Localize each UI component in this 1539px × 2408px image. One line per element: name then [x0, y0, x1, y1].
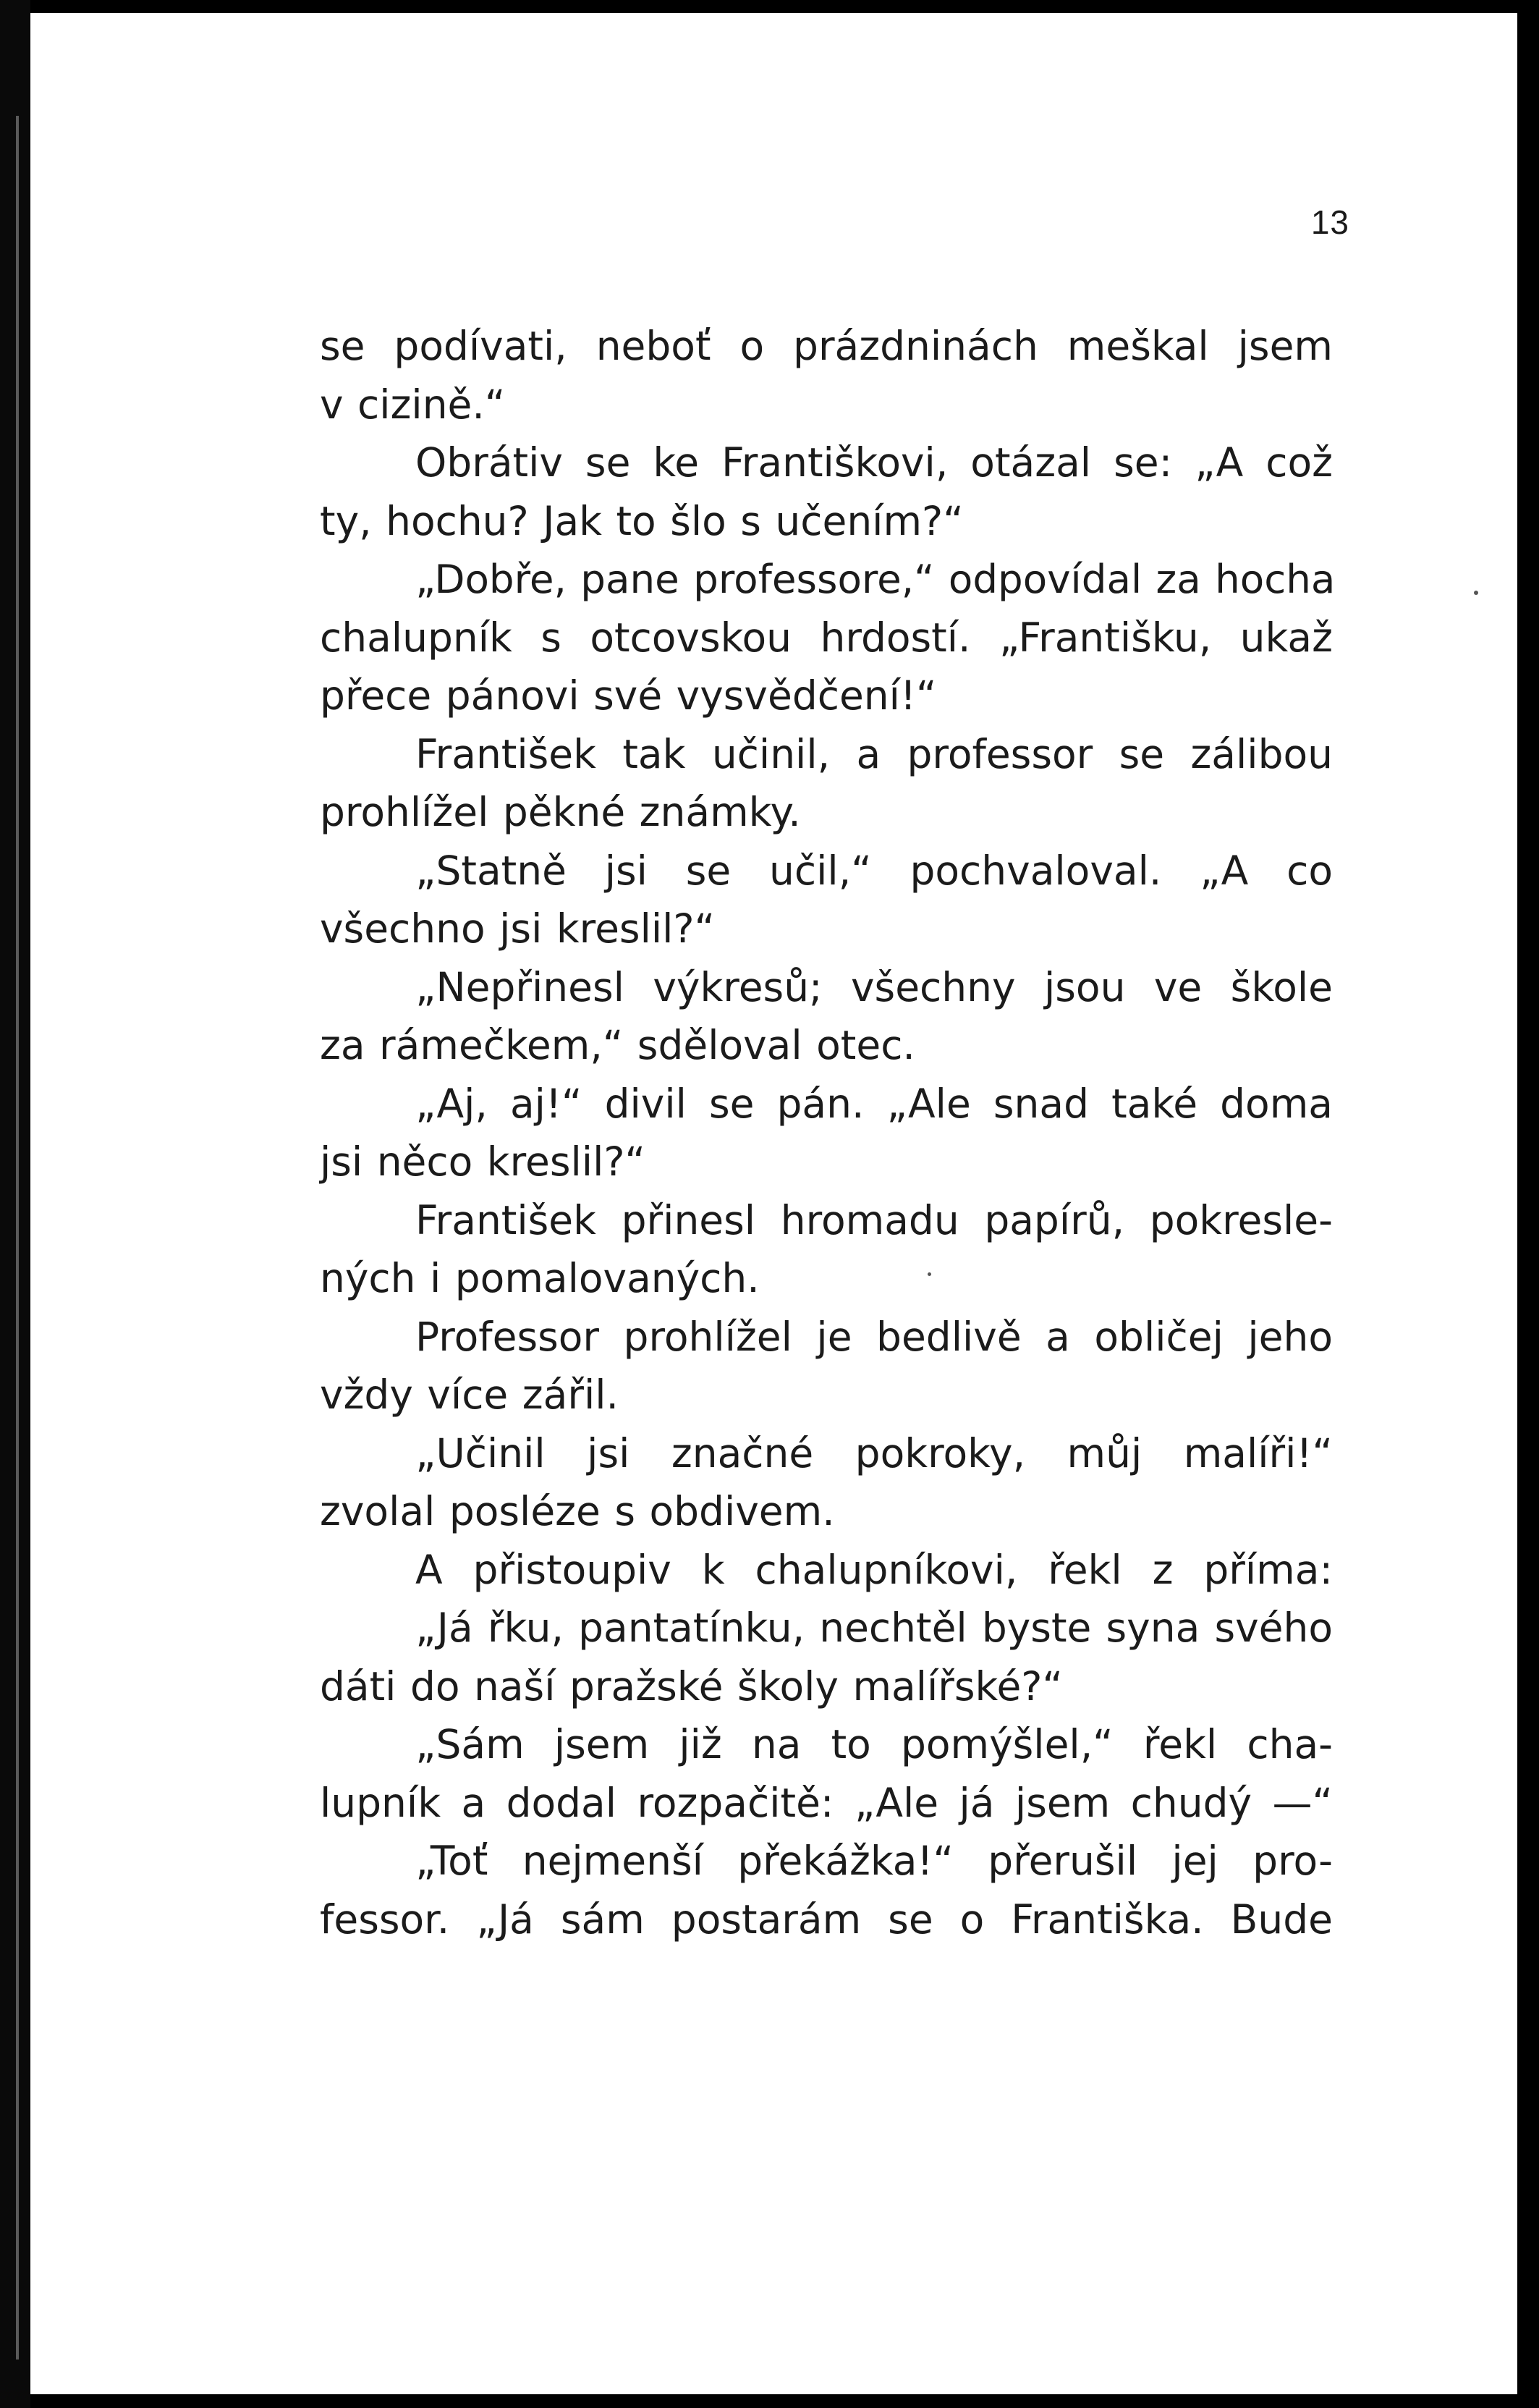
text-line: jsi něco kreslil?“: [320, 1138, 646, 1185]
page-number: 13: [1310, 203, 1349, 241]
text-line: „Já řku, pantatínku, nechtěl byste syna svého: [415, 1605, 1333, 1651]
text-line: František tak učinil, a professor se zálibou: [415, 730, 1333, 777]
text-line: fessor. „Já sám postarám se o Františka. Bude: [320, 1896, 1333, 1943]
text-line: „Aj, aj!“ divil se pán. „Ale snad také doma: [415, 1080, 1333, 1127]
text-line: František přinesl hromadu papírů, pokresle-: [415, 1196, 1333, 1243]
page-left-edge: [0, 0, 30, 2408]
paper-speck: [928, 1272, 931, 1276]
body-text: [320, 317, 1336, 1948]
text-line: ných i pomalovaných.: [320, 1255, 760, 1301]
text-line: přece pánovi své vysvědčení!“: [320, 672, 937, 719]
paper-speck: [1474, 591, 1478, 595]
text-line: za rámečkem,“ sděloval otec.: [320, 1022, 915, 1068]
text-line: A přistoupiv k chalupníkovi, řekl z příma:: [415, 1546, 1333, 1593]
text-line: lupník a dodal rozpačitě: „Ale já jsem chudý —“: [320, 1779, 1333, 1826]
text-line: vždy více zářil.: [320, 1372, 619, 1418]
text-line: „Učinil jsi značné pokroky, můj malíři!“: [415, 1429, 1333, 1477]
book-page: [30, 13, 1517, 2394]
text-line: zvolal posléze s obdivem.: [320, 1488, 835, 1534]
text-line: „Toť nejmenší překážka!“ přerušil jej pro-: [415, 1838, 1333, 1884]
text-line: „Statně jsi se učil,“ pochvaloval. „A co: [415, 847, 1333, 894]
text-line: „Dobře, pane professore,“ odpovídal za hocha: [415, 556, 1336, 602]
text-line: dáti do naší pražské školy malířské?“: [320, 1663, 1063, 1710]
text-line: „Sám jsem již na to pomýšlel,“ řekl cha-: [415, 1721, 1333, 1767]
binding-line: [16, 116, 19, 2360]
text-line: prohlížel pěkné známky.: [320, 789, 801, 835]
text-line: ty, hochu? Jak to šlo s učením?“: [320, 497, 964, 544]
text-line: všechno jsi kreslil?“: [320, 905, 716, 952]
text-line: Obrátiv se ke Františkovi, otázal se: „A což: [415, 439, 1333, 486]
text-line: v cizině.“: [320, 381, 506, 428]
text-line: chalupník s otcovskou hrdostí. „Františku, ukaž: [320, 614, 1333, 661]
text-line: „Nepřinesl výkresů; všechny jsou ve škole: [415, 963, 1333, 1010]
text-line: Professor prohlížel je bedlivě a obličej jeho: [415, 1313, 1333, 1360]
text-line: se podívati, neboť o prázdninách meškal jsem: [320, 323, 1333, 369]
